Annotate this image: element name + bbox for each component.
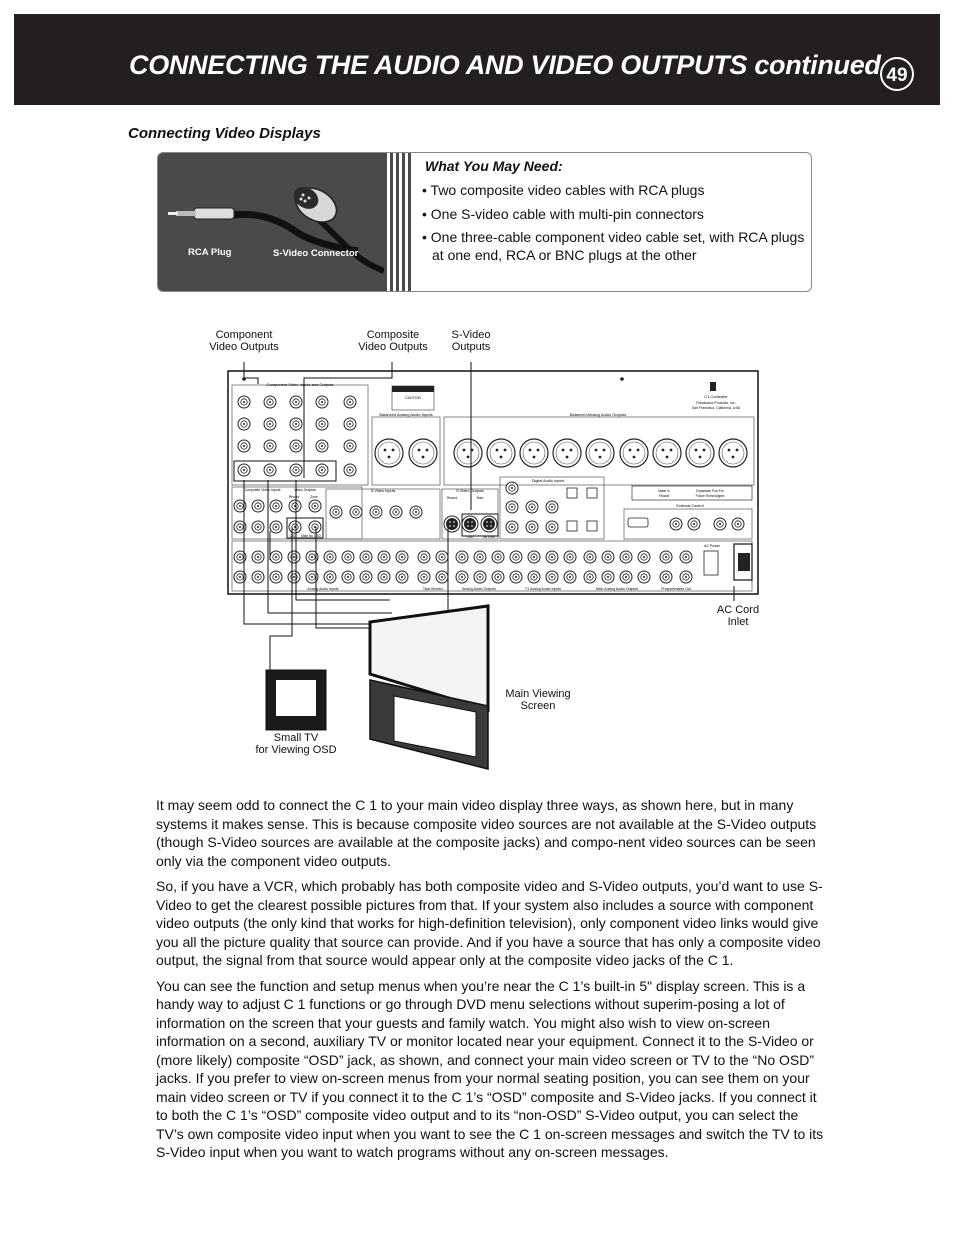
main-screen-icon xyxy=(370,606,488,769)
svg-text:CAUTION: CAUTION xyxy=(405,396,421,400)
svg-text:Component Video Inputs and Out: Component Video Inputs and Outputs xyxy=(266,382,334,387)
main-screen-callout: Main Viewing Screen xyxy=(505,688,571,712)
composite-outputs-callout: Composite Video Outputs xyxy=(358,329,428,353)
svg-text:Tape Monitor: Tape Monitor xyxy=(422,587,444,591)
svg-text:Balanced Analog Audio Outputs: Balanced Analog Audio Outputs xyxy=(569,412,627,417)
svg-text:Zone: Zone xyxy=(310,495,318,499)
svg-text:Composite Video Inputs: Composite Video Inputs xyxy=(243,488,281,492)
svg-text:Analog Audio Outputs: Analog Audio Outputs xyxy=(462,587,496,591)
small-tv-icon xyxy=(266,670,326,730)
svideo-connector-label: S-Video Connector xyxy=(273,248,359,259)
ac-cord-callout: AC Cord Inlet xyxy=(716,604,760,628)
svg-text:Record: Record xyxy=(446,496,458,500)
svideo-outputs-callout: S-Video Outputs xyxy=(451,329,491,353)
body-text xyxy=(156,796,828,1169)
balanced-output-jacks xyxy=(454,439,747,467)
svg-text:No OSD: No OSD xyxy=(483,535,495,539)
svg-text:Record: Record xyxy=(288,495,300,499)
svg-text:Parasound Products, Inc.: Parasound Products, Inc. xyxy=(696,401,736,405)
page-title: CONNECTING THE AUDIO AND VIDEO OUTPUTS continued xyxy=(129,50,881,80)
svg-text:External Control: External Control xyxy=(676,504,704,508)
need-item: • One S-video cable with multi-pin connectors xyxy=(422,205,704,222)
svg-text:T1 Analog Audio Inputs: T1 Analog Audio Inputs xyxy=(525,587,561,591)
svg-text:S-Video Inputs: S-Video Inputs xyxy=(370,489,396,493)
svg-text:Digital Audio Inputs: Digital Audio Inputs xyxy=(531,479,565,483)
svg-text:Expansion Port For: Expansion Port For xyxy=(696,489,724,493)
svg-text:Balanced Analog Audio Inputs: Balanced Analog Audio Inputs xyxy=(379,412,433,417)
body-paragraph: You can see the function and setup menus when you’re near the C 1’s built-in 5" display screen. This is a handy way to adjust C 1 functions or go through DVD menu selections without superim-posing a lot of information on the screen that your guests and family watch. You might also wish to view on-screen information on a second, auxiliary TV or monitor located near your equipment. Connect it to the S-Video or (more likely) composite “OSD” jack, as shown, and connect your main video screen or TV to the “No OSD” jacks. If you prefer to view on-screen menus from your normal seating position, you can see them on your main video screen or TV if you connect it to the C 1’s “OSD” composite and S-Video jacks. If you connect it to both the C 1’s “OSD” composite video output and to its “non-OSD” S-Video output, you can select the TV’s own composite video input when you want to see the C 1 on-screen messages and switch the TV to its S-Video input when you want to watch programs without any on-screen messages. xyxy=(156,977,824,1160)
component-outputs-callout: Component Video Outputs xyxy=(209,329,279,353)
body-paragraph: So, if you have a VCR, which probably has both composite video and S-Video outputs, you’d want to use S-Video to get the clearest possible pictures from that. If your system also includes a source with component video outputs (the only kind that works for high-definition television), only component video links would give you all the picture quality that source can provide. And if you have a source that has only a composite video output, the signal from that source would appear only at the composite video jacks of the C 1. xyxy=(156,878,823,968)
need-item: • One three-cable component video cable set, with RCA plugs at one end, RCA or BNC plugs at the other xyxy=(422,229,805,263)
svg-text:C1 Controller: C1 Controller xyxy=(704,394,728,399)
svg-text:Made In: Made In xyxy=(658,489,670,493)
svg-text:Analog Audio Inputs: Analog Audio Inputs xyxy=(307,587,339,591)
svg-text:OSD: OSD xyxy=(289,534,297,538)
svg-text:Main: Main xyxy=(476,496,484,500)
svg-text:Finland: Finland xyxy=(658,494,670,498)
svg-text:Video Outputs: Video Outputs xyxy=(293,488,317,492)
body-paragraph: It may seem odd to connect the C 1 to your main video display three ways, as shown here, but in many systems it makes sense. This is because composite video sources are not available at the S-Video outputs (though S-Video sources are available at the composite jacks) and compo-nent video sources can be seen only via the component video outputs. xyxy=(156,797,817,869)
small-tv-callout: Small TV for Viewing OSD xyxy=(255,732,337,756)
need-title: What You May Need: xyxy=(425,158,563,174)
svg-text:Programmable Out: Programmable Out xyxy=(661,587,691,591)
svg-text:Future Technologies: Future Technologies xyxy=(695,494,725,498)
page-number-badge: 49 xyxy=(880,57,914,91)
svg-text:S-Video Outputs: S-Video Outputs xyxy=(456,489,484,493)
section-heading: Connecting Video Displays xyxy=(128,125,321,142)
svg-text:OSD: OSD xyxy=(466,535,474,539)
need-item: • Two composite video cables with RCA plugs xyxy=(422,182,705,198)
svg-text:AC Power: AC Power xyxy=(704,544,720,548)
svg-text:Main Analog Audio Outputs: Main Analog Audio Outputs xyxy=(595,587,639,591)
svg-text:San Francisco, California, USA: San Francisco, California, USA xyxy=(691,406,741,410)
rca-plug-label: RCA Plug xyxy=(188,247,232,258)
svg-text:Main No OSD: Main No OSD xyxy=(301,534,321,538)
